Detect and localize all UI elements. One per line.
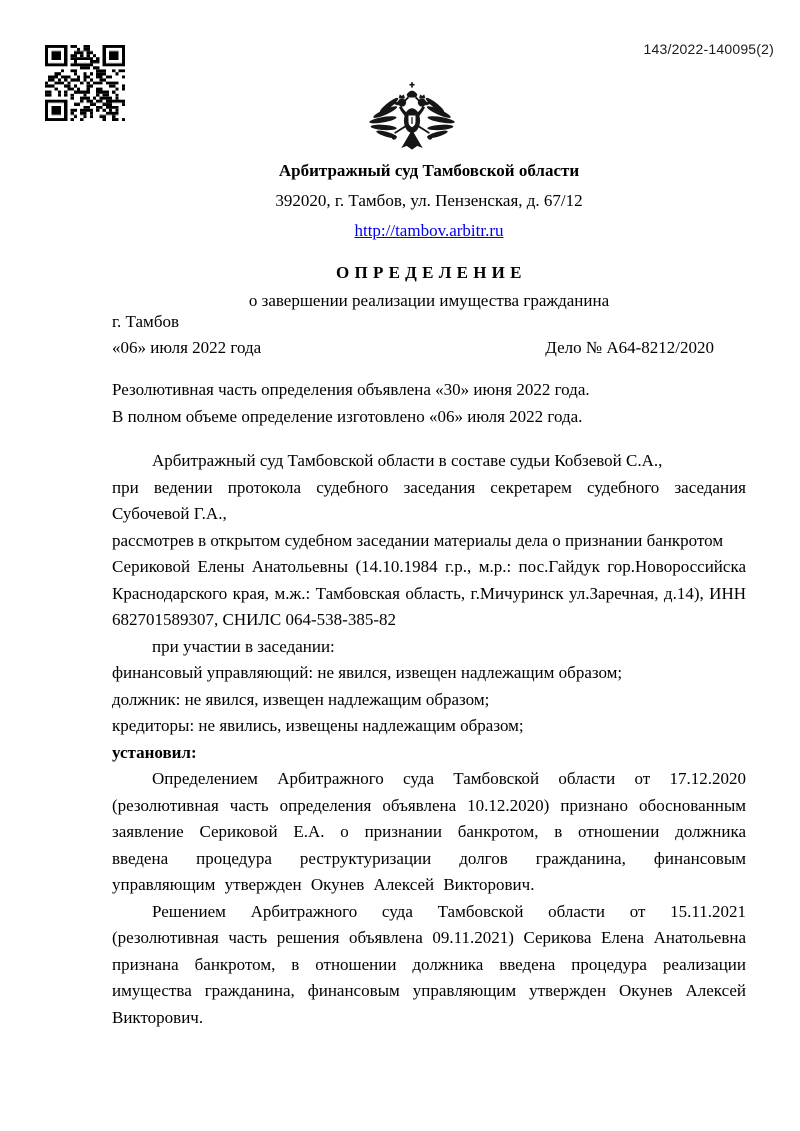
qr-code-icon [45, 45, 125, 121]
paragraph: В полном объеме определение изготовлено «06» июля 2022 года. [112, 406, 583, 426]
case-number-label: Дело № А64-8212/2020 [545, 338, 714, 357]
paragraph: Определением Арбитражного суда Тамбовской области от 17.12.2020 (резолютивная часть определения объявлена 10.12.2020) признано обоснованным заявление Сериковой Е.А. о признании банкротом, в отношении должника введена процедура реструктуризации долгов гражданина, финансовым управляющим утвержден Окунев Алексей Викторович. [112, 769, 746, 894]
paragraph-spacer [112, 430, 746, 448]
document-title: О П Р Е Д Е Л Е Н И Е [336, 263, 522, 282]
paragraph: Резолютивная часть определения объявлена «30» июня 2022 года. [112, 380, 590, 399]
paragraph: финансовый управляющий: не явился, извещен надлежащим образом; [112, 663, 623, 682]
court-name: Арбитражный суд Тамбовской области [278, 161, 580, 180]
paragraph: должник: не явился, извещен надлежащим образом; [112, 689, 490, 709]
russia-coat-of-arms-icon [366, 82, 458, 156]
city-label: г. Тамбов [112, 312, 179, 331]
paragraph: при ведении протокола судебного заседания секретарем судебного заседания Субочевой Г.А., [112, 477, 746, 523]
document-subtitle: о завершении реализации имущества гражданина [248, 291, 610, 310]
paragraph: Сериковой Елены Анатольевны (14.10.1984 г.р., м.р.: пос.Гайдук гор.Новороссийска Краснодарского края, м.ж.: Тамбовская область, г.Мичуринск ул.Заречная, д.14), ИНН 682701589307, СНИЛС 064-538-385-82 [112, 557, 746, 629]
paragraph: Арбитражный суд Тамбовской области в составе судьи Кобзевой С.А., [152, 451, 663, 470]
decision-date-label: «06» июля 2022 года [112, 338, 262, 357]
document-title-block [112, 259, 746, 315]
document-body [112, 377, 746, 1031]
paragraph: Решением Арбитражного суда Тамбовской области от 15.11.2021 (резолютивная часть решения объявлена 09.11.2021) Серикова Елена Анатольевна признана банкротом, в отношении должника введена процедура реализации имущества гражданина, финансовым управляющим утвержден Окунев Алексей Викторович. [112, 901, 746, 1027]
document-registration-number: 143/2022-140095(2) [643, 41, 774, 57]
court-header [112, 156, 746, 246]
court-website-link[interactable]: http://tambov.arbitr.ru [354, 221, 504, 240]
paragraph: при участии в заседании: [152, 636, 335, 656]
date-case-row [112, 338, 746, 358]
paragraph: рассмотрев в открытом судебном заседании материалы дела о признании банкротом [112, 530, 724, 550]
paragraph: кредиторы: не явились, извещены надлежащим образом; [112, 716, 524, 735]
court-address: 392020, г. Тамбов, ул. Пензенская, д. 67/12 [275, 191, 583, 210]
paragraph: установил: [112, 742, 197, 762]
